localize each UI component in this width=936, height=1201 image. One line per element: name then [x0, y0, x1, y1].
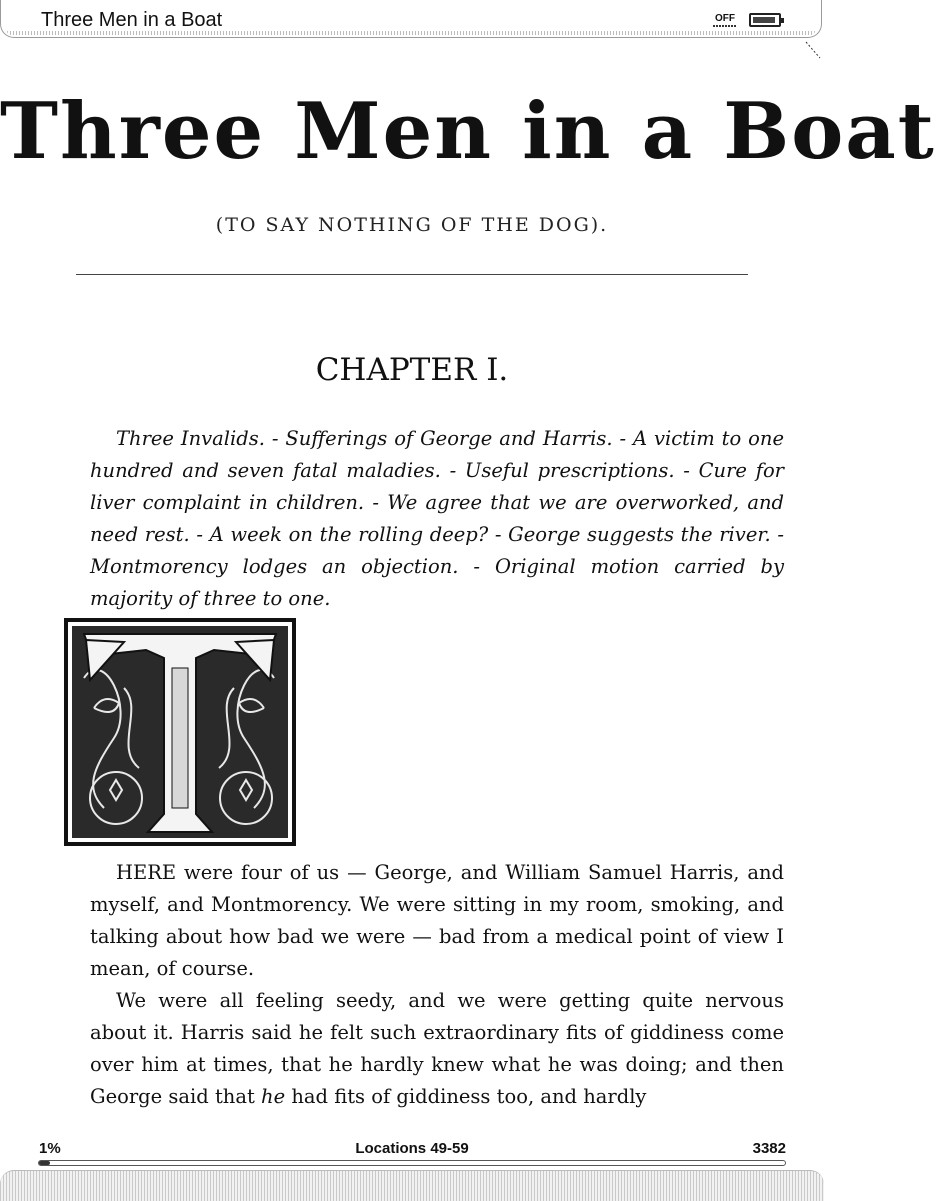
paragraph-2-emphasis: he	[261, 1085, 286, 1108]
progress-percent: 1%	[39, 1140, 61, 1157]
book-subtitle: (TO SAY NOTHING OF THE DOG).	[215, 214, 609, 236]
chapter-summary: Three Invalids. - Sufferings of George and Harris. - A victim to one hundred and seven fatal maladies. - Useful prescriptions. - Cure for liver complaint in children. - We agree that we are overworked, and need rest. - A week on the rolling deep? - George suggests the river. - Montmorency lodges an objection. - Original motion carried by majority of three to one.	[90, 427, 784, 610]
book-title-banner: Three Men in a Boat	[0, 86, 936, 177]
paragraph-2-text: We were all feeling seedy, and we were getting quite nervous about it. Harris said he felt such extraordinary fits of giddiness come over him at times, that he hardly knew what he was doing; and then George said that	[90, 989, 784, 1108]
paragraph-2-text-end: had fits of giddiness too, and hardly	[285, 1085, 647, 1108]
divider	[76, 274, 748, 275]
paragraph-1: HERE were four of us — George, and William Samuel Harris, and myself, and Montmorency. We were sitting in my room, smoking, and talking about how bad we were — bad from a medical point of view I mean, of course.	[90, 861, 784, 980]
total-locations: 3382	[752, 1140, 786, 1157]
reading-progress-bar[interactable]	[38, 1160, 786, 1166]
chapter-title: CHAPTER I.	[315, 352, 509, 388]
bottom-bar	[0, 1170, 824, 1201]
bookmark-corner-icon[interactable]	[804, 40, 822, 60]
battery-icon	[749, 13, 781, 27]
drop-cap-illustration	[64, 618, 296, 846]
book-title: Three Men in a Boat	[41, 9, 223, 31]
status-bar	[0, 0, 822, 38]
paragraph-2	[90, 985, 784, 1113]
wireless-status: OFF	[715, 13, 735, 24]
location-range: Locations 49-59	[355, 1140, 469, 1157]
drop-cap-letter: T	[64, 618, 65, 619]
